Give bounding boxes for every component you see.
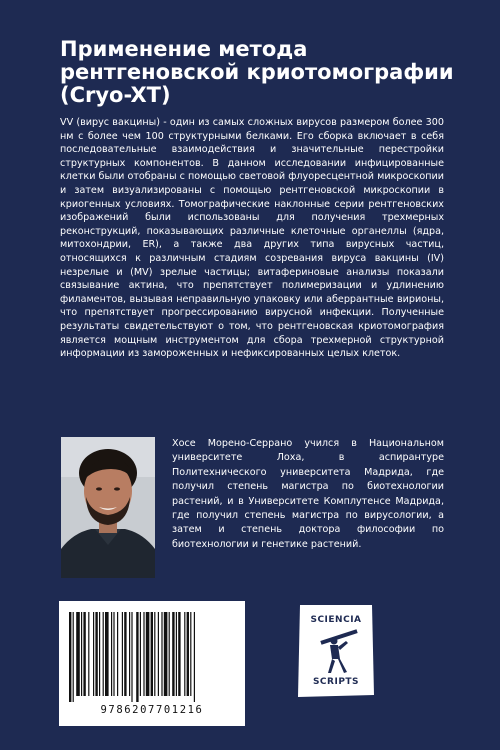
barcode-bar xyxy=(143,612,144,696)
barcode-bar xyxy=(131,612,132,702)
author-bio: Хосе Морено-Серрано учился в Национальном университете Лоха, в аспирантуре Политехнического университета Мадрида, где получил степень магистра по биотехнологии растений, и в Университете Комплутенсе Мадрида, где получил степень магистра по вирусологии, а затем и степень доктора философии по биотехнологии и генетике растений. xyxy=(172,438,444,550)
title-line-2: рентгеновской криотомографии xyxy=(60,60,454,84)
barcode-bar xyxy=(103,612,104,696)
barcode-bar xyxy=(158,612,159,696)
barcode-bar xyxy=(122,612,123,696)
barcode-bar xyxy=(88,612,89,696)
isbn-barcode xyxy=(59,601,245,726)
barcode-bar xyxy=(69,612,71,702)
barcode-bar xyxy=(136,612,138,702)
barcode-bar xyxy=(99,612,100,696)
barcode-bar xyxy=(95,612,97,696)
barcode-bar xyxy=(76,612,80,696)
barcode-bar xyxy=(164,612,168,696)
book-title xyxy=(60,38,480,107)
author-photo xyxy=(61,437,155,578)
barcode-bar xyxy=(73,612,74,702)
barcode-bar xyxy=(124,612,126,696)
barcode-bar xyxy=(184,612,185,696)
publisher-name-bottom: SCRIPTS xyxy=(312,677,360,687)
barcode-bar xyxy=(111,612,112,696)
barcode-bar xyxy=(140,612,141,696)
barcode-bar xyxy=(172,612,174,696)
title-line-3: (Cryo-XT) xyxy=(60,83,171,107)
barcode-bar xyxy=(146,612,150,696)
barcode-bar xyxy=(81,612,82,696)
barcode-bar xyxy=(176,612,177,696)
barcode-bar xyxy=(93,612,94,696)
barcode-bar xyxy=(169,612,170,696)
title-line-1: Применение метода xyxy=(60,37,308,61)
book-abstract: VV (вирус вакцины) - один из самых сложных вирусов размером более 300 нм с более чем 100 структурными белками. Его сборка включает в себя последовательные взаимодействия и значительные перестройки структурных компонентов. В данном исследовании инфицированные клетки были отобраны с помощью световой флуоресцентной микроскопии и затем визуализированы с помощью рентгеновской микроскопии в криогенных условиях. Томографические наклонные серии рентгеновских изображений были использованы для получения трехмерных реконструкций, показывающих различные клеточные органеллы (ядра, митохондрии, ER), а также два других типа вирусных частиц, относящихся к различным стадиям созревания вируса вакцины (IV) незрелые и (MV) зрелые частицы; витафериновые анализы показали связывание актина, что препятствует полимеризации и удлинению филаментов, вызывая неправильную упаковку или аберрантные вирионы, что препятствует прогрессированию вирусной инфекции. Полученные результаты свидетельствуют о том, что рентгеновская криотомография является мощным инструментом для сбора трехмерной структурной информации из замороженных и нефиксированных целых клеток. xyxy=(60,117,444,360)
isbn-number: 9786207701216 xyxy=(100,704,204,716)
barcode-bar xyxy=(194,612,195,702)
barcode-bar xyxy=(105,612,109,696)
barcode-bar xyxy=(187,612,189,696)
barcode-bar xyxy=(117,612,118,696)
publisher-logo xyxy=(296,603,376,699)
barcode-bar xyxy=(178,612,180,696)
barcode-bar xyxy=(161,612,162,696)
barcode-bar xyxy=(151,612,153,696)
barcode-icon xyxy=(69,612,235,702)
barcode-bar xyxy=(129,612,130,696)
barcode-bar xyxy=(113,612,114,696)
barcode-bar xyxy=(154,612,155,696)
author-portrait-icon xyxy=(61,437,155,578)
barcode-bar xyxy=(190,612,191,696)
barcode-bar xyxy=(83,612,85,696)
publisher-name-top: SCIENCIA xyxy=(310,615,362,625)
